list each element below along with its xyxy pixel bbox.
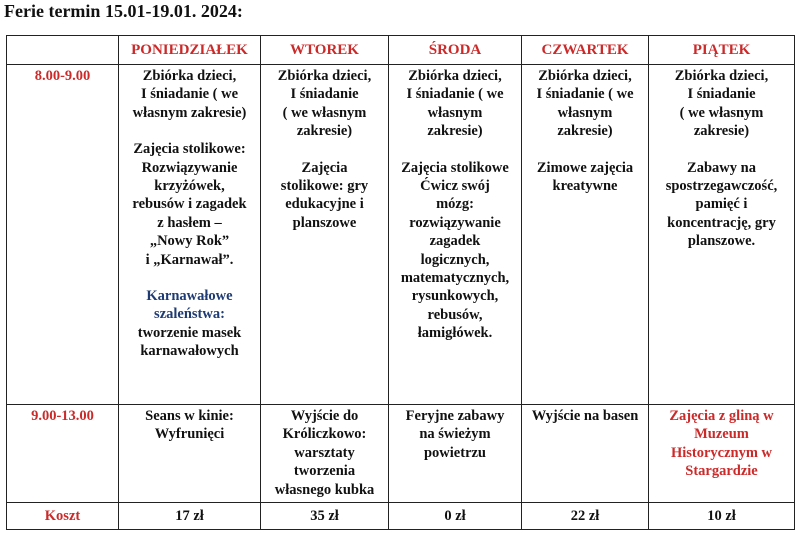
text-line: Seans w kinie: xyxy=(145,408,234,424)
time-label-morning: 8.00-9.00 xyxy=(7,65,119,405)
spacer xyxy=(652,141,791,159)
day-header-monday: PONIEDZIAŁEK xyxy=(119,36,261,65)
text-line: Zimowe zajęcia xyxy=(536,159,634,176)
text-line: Króliczkowo: xyxy=(282,426,367,443)
day-header-friday: PIĄTEK xyxy=(649,36,795,65)
cost-wednesday: 0 zł xyxy=(389,503,522,530)
text-line: Ćwicz swój xyxy=(420,178,490,195)
schedule-table xyxy=(6,35,795,530)
text-line: własnym xyxy=(427,104,483,121)
text-line: łamigłówek. xyxy=(417,325,493,342)
activity-row xyxy=(7,405,795,503)
text-line: koncentrację, gry xyxy=(667,214,776,231)
cost-label: Koszt xyxy=(7,503,119,530)
spacer xyxy=(525,141,645,159)
text-line: matematycznych, xyxy=(400,270,510,287)
text-line: na świeżym xyxy=(419,426,491,443)
text-line: Muzeum xyxy=(694,426,749,443)
text-line: Wyjście do xyxy=(290,408,359,424)
cell-friday-activity xyxy=(649,405,795,503)
text-line: edukacyjne i xyxy=(285,196,364,213)
text-line: własnego kubka xyxy=(274,481,375,498)
cost-friday: 10 zł xyxy=(649,503,795,530)
text-line: pamięć i xyxy=(695,196,748,213)
text-line: rozwiązywanie xyxy=(409,214,501,231)
text-line: Zabawy na xyxy=(687,159,756,176)
highlight-line: szaleństwa: xyxy=(154,306,225,323)
text-line: Zajęcia stolikowe xyxy=(401,159,509,176)
text-line: stolikowe: gry xyxy=(280,178,369,195)
day-header-wednesday: ŚRODA xyxy=(389,36,522,65)
cost-thursday: 22 zł xyxy=(522,503,649,530)
text-line: Wyjście na basen xyxy=(531,408,639,424)
text-line: zakresie) xyxy=(557,123,613,140)
morning-row xyxy=(7,65,795,405)
text-line: zakresie) xyxy=(427,123,483,140)
text-line: spostrzegawczość, xyxy=(665,178,778,195)
text-line: Rozwiązywanie xyxy=(141,159,238,176)
cell-thursday-activity xyxy=(522,405,649,503)
text-line: Zajęcia xyxy=(301,159,348,176)
spacer xyxy=(392,141,518,159)
text-line: Feryjne zabawy xyxy=(405,408,505,424)
text-line: „Nowy Rok” xyxy=(149,233,230,250)
text-line: ( we własnym xyxy=(679,104,764,121)
text-line: Zajęcia stolikowe: xyxy=(133,141,246,158)
text-line: rebusów, xyxy=(427,306,483,323)
text-line: własnym zakresie) xyxy=(132,104,247,121)
text-line: Zbiórka dzieci, xyxy=(674,68,769,84)
text-line: tworzenie masek xyxy=(137,324,242,341)
cost-row xyxy=(7,503,795,530)
cell-wednesday-morning xyxy=(389,65,522,405)
text-line: Zbiórka dzieci, xyxy=(408,68,502,84)
text-line: mózg: xyxy=(436,196,474,213)
text-line: planszowe. xyxy=(687,233,756,250)
time-label-day: 9.00-13.00 xyxy=(7,405,119,503)
text-line: I śniadanie xyxy=(290,86,359,103)
text-line: karnawałowych xyxy=(140,343,239,360)
text-line: i „Karnawał”. xyxy=(145,251,234,268)
text-line: z hasłem – xyxy=(157,214,222,231)
cell-monday-activity xyxy=(119,405,261,503)
cell-monday-morning xyxy=(119,65,261,405)
spacer xyxy=(122,269,257,287)
cost-tuesday: 35 zł xyxy=(261,503,389,530)
text-line: planszowe xyxy=(292,214,357,231)
text-line: I śniadanie ( we xyxy=(406,86,504,103)
spacer xyxy=(264,141,385,159)
text-line: powietrzu xyxy=(423,444,486,461)
text-line: Historycznym w xyxy=(670,444,773,461)
text-line: Zbiórka dzieci, xyxy=(277,68,372,84)
text-line: warsztaty xyxy=(294,444,355,461)
text-line: krzyżówek, xyxy=(154,178,225,195)
text-line: rysunkowych, xyxy=(411,288,499,305)
header-row xyxy=(7,36,795,65)
spacer xyxy=(122,122,257,140)
text-line: Zbiórka dzieci, xyxy=(142,68,237,84)
cost-monday: 17 zł xyxy=(119,503,261,530)
text-line: zagadek xyxy=(429,233,481,250)
text-line: Wyfrunięci xyxy=(154,426,225,443)
cell-thursday-morning xyxy=(522,65,649,405)
header-corner-cell xyxy=(7,36,119,65)
text-line: Stargardzie xyxy=(685,463,758,480)
text-line: rebusów i zagadek xyxy=(132,196,247,213)
text-line: I śniadanie ( we xyxy=(140,86,239,103)
text-line: ( we własnym xyxy=(282,104,367,121)
cell-wednesday-activity xyxy=(389,405,522,503)
text-line: I śniadanie xyxy=(687,86,756,103)
text-line: Zajęcia z gliną w xyxy=(669,408,774,424)
text-line: I śniadanie ( we xyxy=(536,86,634,103)
text-line: logicznych, xyxy=(420,251,490,268)
page-title: Ferie termin 15.01-19.01. 2024: xyxy=(4,1,243,21)
text-line: kreatywne xyxy=(552,178,618,195)
text-line: własnym xyxy=(557,104,613,121)
highlight-line: Karnawałowe xyxy=(146,288,233,305)
day-header-tuesday: WTOREK xyxy=(261,36,389,65)
text-line: zakresie) xyxy=(296,123,353,140)
text-line: tworzenia xyxy=(293,463,356,480)
cell-friday-morning xyxy=(649,65,795,405)
text-line: zakresie) xyxy=(693,123,750,140)
day-header-thursday: CZWARTEK xyxy=(522,36,649,65)
cell-tuesday-morning xyxy=(261,65,389,405)
cell-tuesday-activity xyxy=(261,405,389,503)
text-line: Zbiórka dzieci, xyxy=(538,68,632,84)
